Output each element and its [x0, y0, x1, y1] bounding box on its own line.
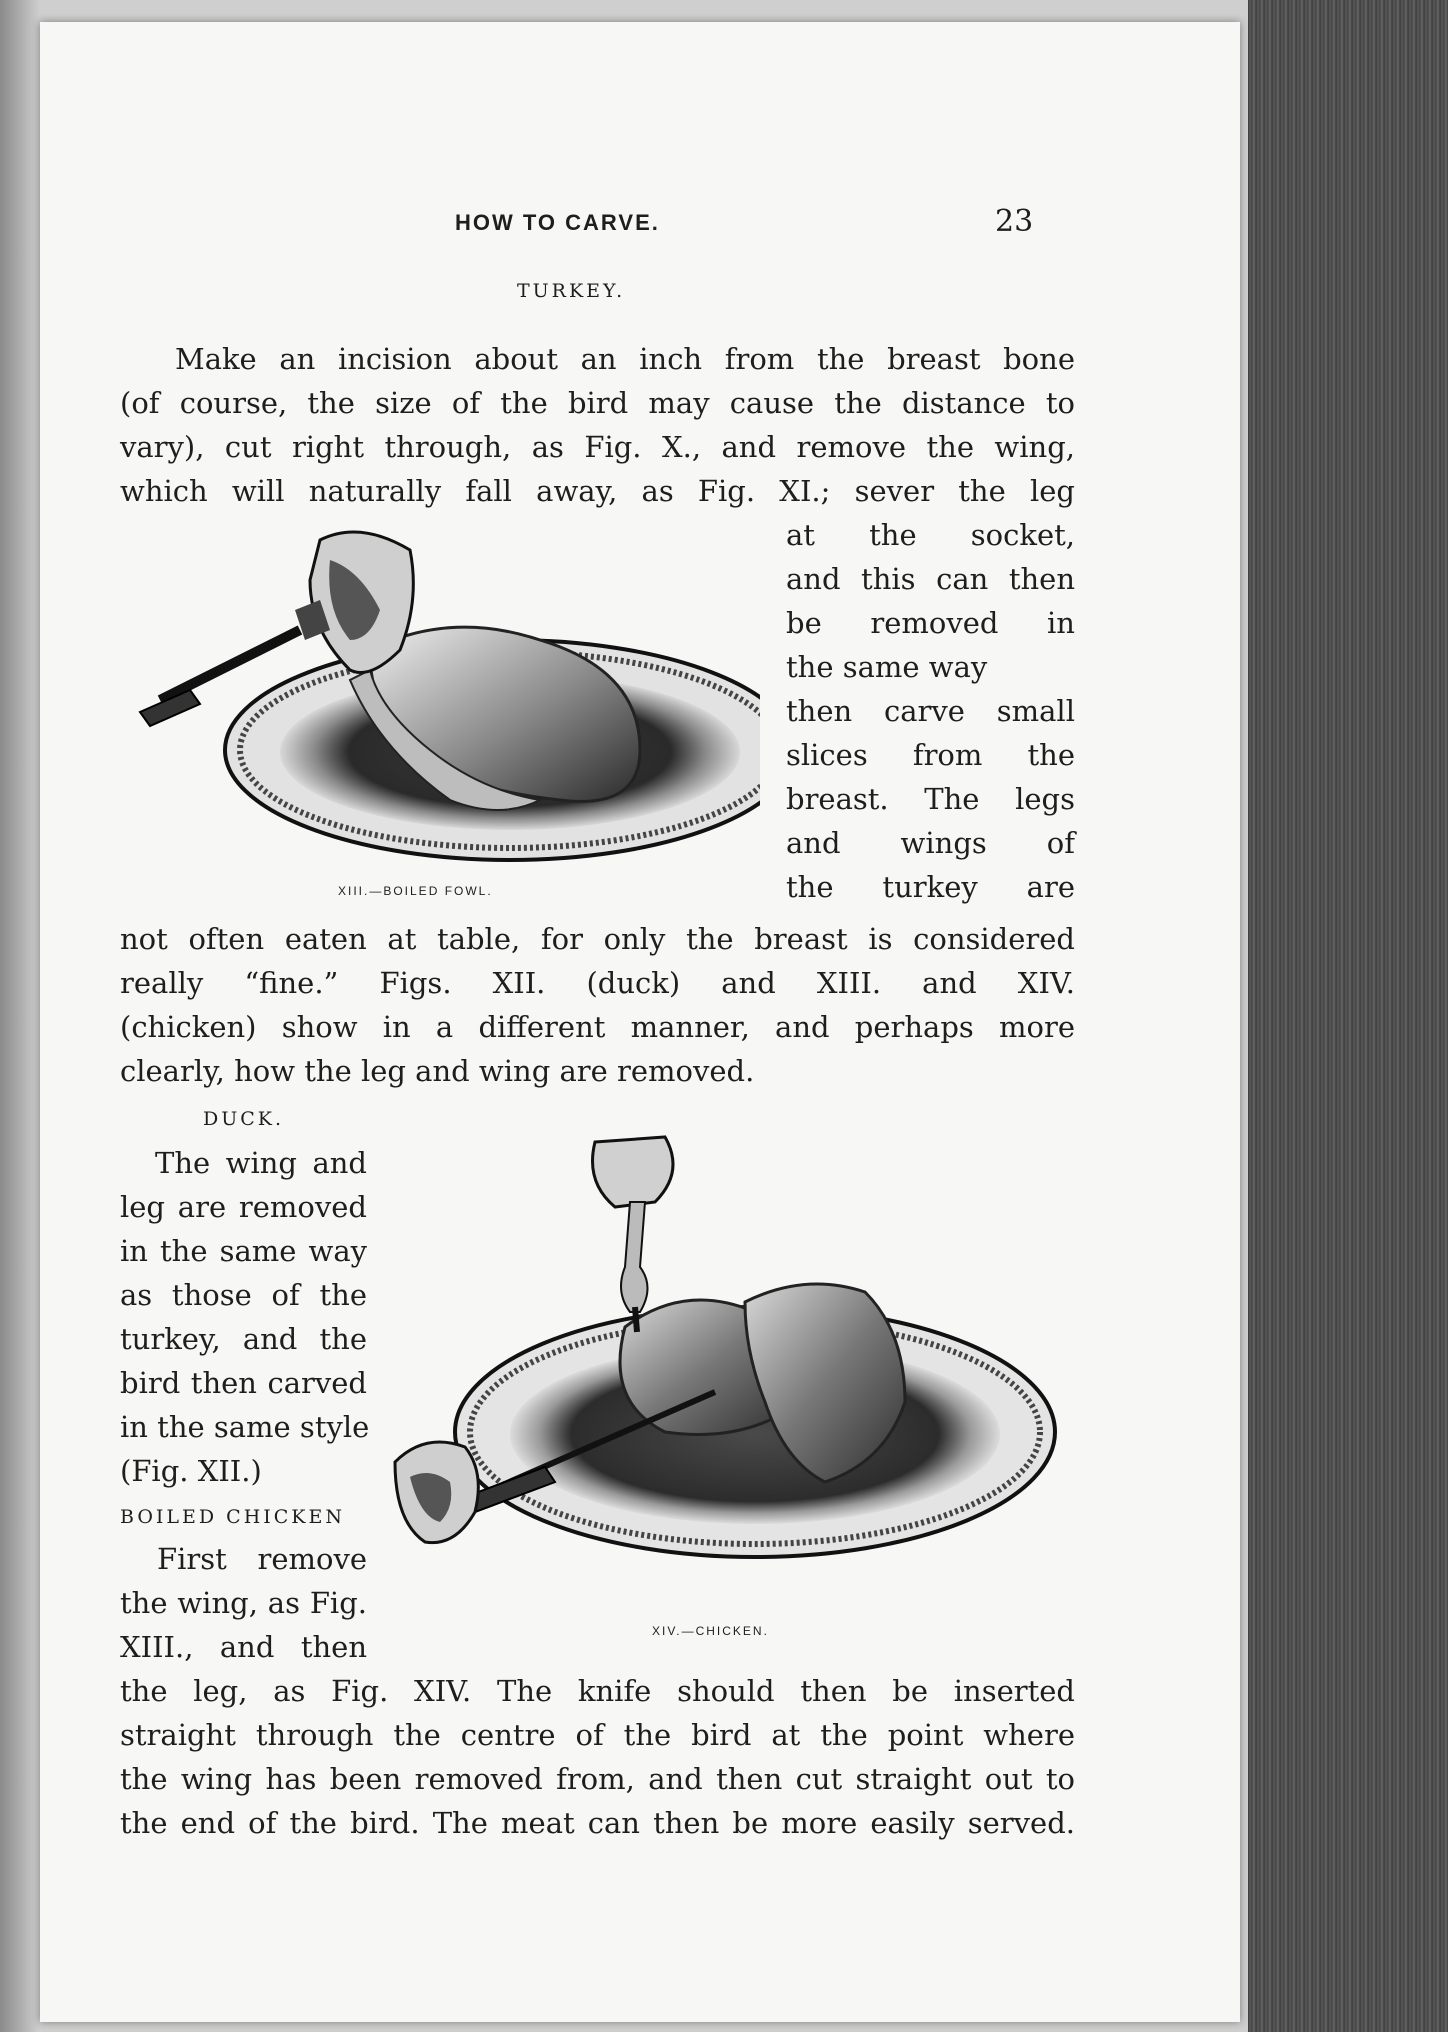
turkey-line-2: (of course, the size of the bird may cause the distance to [120, 386, 1075, 420]
chicken-after-line-4: the end of the bird. The meat can then be more easily served. [120, 1806, 1075, 1840]
duck-line-2: leg are removed [120, 1190, 367, 1224]
duck-line-7: in the same style [120, 1410, 370, 1444]
turkey-after-line-4: clearly, how the leg and wing are removed. [120, 1054, 755, 1088]
turkey-after-line-1: not often eaten at table, for only the breast is considered [120, 922, 1075, 956]
turkey-after-line-3: (chicken) show in a different manner, and perhaps more [120, 1010, 1075, 1044]
boiled-fowl-illustration [120, 500, 760, 870]
chicken-left-line-1: First remove [157, 1542, 367, 1576]
duck-line-4: as those of the [120, 1278, 367, 1312]
figure-13-caption: XIII.—BOILED FOWL. [338, 884, 493, 898]
turkey-right-line-3: be removed in [786, 606, 1075, 640]
section-heading-turkey: TURKEY. [517, 280, 626, 302]
book-edge-left [0, 0, 40, 2032]
turkey-line-3: vary), cut right through, as Fig. X., and remove the wing, [120, 430, 1075, 464]
book-page [40, 22, 1240, 2022]
chicken-illustration [385, 1102, 1085, 1622]
turkey-line-1: Make an incision about an inch from the breast bone [175, 342, 1075, 376]
section-heading-boiled-chicken: BOILED CHICKEN [120, 1506, 345, 1528]
turkey-right-line-4: the same way [786, 650, 988, 684]
book-page-edges [1248, 0, 1448, 2032]
duck-line-1: The wing and [155, 1146, 367, 1180]
turkey-right-line-8: and wings of [786, 826, 1075, 860]
chicken-left-line-2: the wing, as Fig. [120, 1586, 367, 1620]
chicken-after-line-2: straight through the centre of the bird at the point where [120, 1718, 1075, 1752]
section-heading-duck: DUCK. [203, 1108, 285, 1130]
figure-14-caption: XIV.—CHICKEN. [652, 1624, 769, 1638]
running-title: HOW TO CARVE. [455, 210, 660, 235]
page-number: 23 [995, 204, 1034, 239]
chicken-left-line-3: XIII., and then [120, 1630, 367, 1664]
duck-line-6: bird then carved [120, 1366, 367, 1400]
duck-line-8: (Fig. XII.) [120, 1454, 262, 1488]
turkey-right-line-2: and this can then [786, 562, 1075, 596]
turkey-right-line-1: at the socket, [786, 518, 1075, 552]
turkey-right-line-5: then carve small [786, 694, 1075, 728]
chicken-after-line-1: the leg, as Fig. XIV. The knife should then be inserted [120, 1674, 1075, 1708]
chicken-after-line-3: the wing has been removed from, and then cut straight out to [120, 1762, 1075, 1796]
turkey-right-line-7: breast. The legs [786, 782, 1075, 816]
duck-line-5: turkey, and the [120, 1322, 367, 1356]
turkey-line-4: which will naturally fall away, as Fig. XI.; sever the leg [120, 474, 1075, 508]
duck-line-3: in the same way [120, 1234, 367, 1268]
turkey-after-line-2: really “fine.” Figs. XII. (duck) and XIII. and XIV. [120, 966, 1075, 1000]
turkey-right-line-9: the turkey are [786, 870, 1075, 904]
turkey-right-line-6: slices from the [786, 738, 1075, 772]
